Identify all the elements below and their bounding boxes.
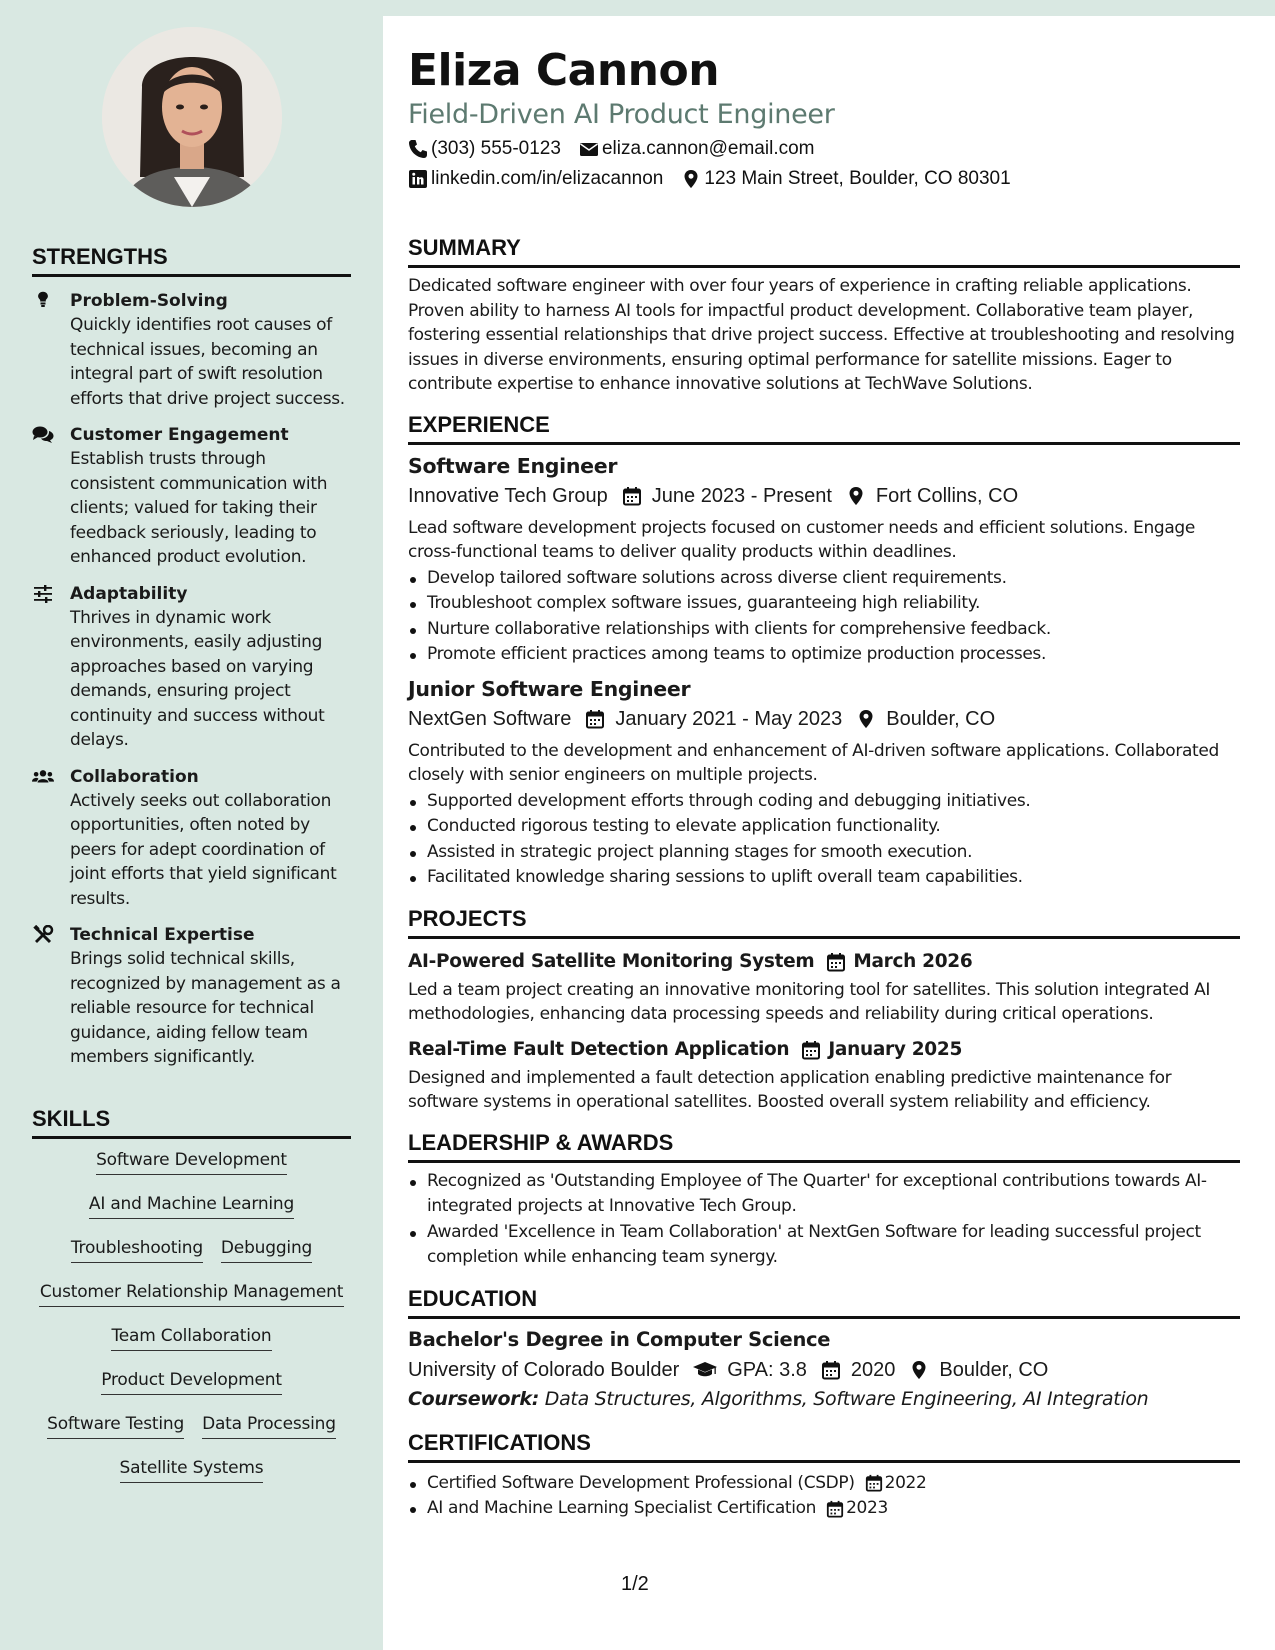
contact-row-2: [408, 166, 1240, 192]
experience-heading: EXPERIENCE: [408, 411, 1240, 445]
certifications-list: [408, 1471, 1240, 1522]
calendar-icon: [826, 952, 846, 972]
contact-row-1: [408, 136, 1240, 162]
project-title: Real-Time Fault Detection Application: [408, 1038, 790, 1060]
skill-tag: Software Development: [96, 1149, 287, 1175]
project-description: Led a team project creating an innovative monitoring tool for satellites. This solution integrated AI methodologies, enhancing data processing speeds and reliability during critical operations.: [408, 979, 1211, 1024]
main-content: [408, 16, 1240, 1522]
list-item: Recognized as 'Outstanding Employee of The Quarter' for exceptional contributions towards AI-integrated projects at Innovative Tech Group.: [408, 1169, 1240, 1220]
email-text[interactable]: eliza.cannon@email.com: [601, 138, 815, 159]
sidebar: [0, 0, 383, 1650]
gpa: GPA: 3.8: [727, 1358, 807, 1381]
project-description: Designed and implemented a fault detection application enabling predictive maintenance for software systems in operational satellites. Boosted overall system reliability and efficiency.: [408, 1067, 1172, 1112]
job-title: Software Engineer: [408, 453, 618, 478]
skill-tag: Customer Relationship Management: [39, 1281, 344, 1307]
project-entry: [408, 949, 1240, 1027]
school-name: University of Colorado Boulder: [408, 1358, 680, 1381]
project-entry: [408, 1037, 1240, 1115]
skill-tag: Troubleshooting: [71, 1237, 203, 1263]
page-number: 1/2: [621, 1573, 649, 1595]
person-name: Eliza Cannon: [408, 45, 720, 96]
calendar-icon: [821, 1360, 841, 1380]
job-description: Contributed to the development and enhancement of AI-driven software applications. Collaborated closely with senior engineers on multiple projects.: [408, 740, 1219, 785]
job-meta: [408, 482, 1240, 510]
projects-heading: PROJECTS: [408, 905, 1240, 939]
skill-tag: Product Development: [101, 1369, 282, 1395]
address-text: 123 Main Street, Boulder, CO 80301: [704, 168, 1011, 189]
school-location: Boulder, CO: [939, 1358, 1049, 1381]
strength-title: Adaptability: [70, 583, 188, 604]
certifications-heading: CERTIFICATIONS: [408, 1429, 1240, 1463]
job-entry: [408, 675, 1240, 891]
strength-title: Problem-Solving: [70, 291, 228, 311]
strength-collaboration: [32, 765, 351, 912]
project-date: January 2025: [828, 1038, 963, 1060]
skill-tag: Satellite Systems: [120, 1457, 264, 1483]
summary-text: Dedicated software engineer with over four years of experience in crafting reliable applications. Proven ability to harness AI tools for impactful product development. Collaborative team player, fostering essential relationships that drive project success. Effective at troubleshooting and resolving issues in diverse environments, ensuring optimal performance for satellite missions. Eager to contribute expertise to enhance innovative solutions at TechWave Solutions.: [408, 276, 1235, 394]
job-company: Innovative Tech Group: [408, 484, 608, 507]
list-item: Facilitated knowledge sharing sessions to uplift overall team capabilities.: [408, 865, 1240, 891]
linkedin-text[interactable]: linkedin.com/in/elizacannon: [431, 168, 664, 189]
list-item: Awarded 'Excellence in Team Collaboration' at NextGen Software for leading successful project completion while enhancing team synergy.: [408, 1220, 1240, 1271]
calendar-icon: [585, 709, 605, 729]
strength-title: Technical Expertise: [70, 925, 255, 945]
awards-heading: LEADERSHIP & AWARDS: [408, 1129, 1240, 1163]
tools-icon: [32, 925, 54, 945]
cert-year: 2023: [846, 1498, 888, 1518]
strength-description: Establish trusts through consistent communication with clients; valued for taking their feedback seriously, leading to enhanced product evolution.: [70, 449, 328, 567]
phone-text[interactable]: (303) 555-0123: [431, 138, 561, 159]
job-bullets: [408, 566, 1240, 668]
list-item: Assisted in strategic project planning stages for smooth execution.: [408, 840, 1240, 866]
skill-tag: Software Testing: [47, 1413, 184, 1439]
list-item: [408, 1496, 1240, 1522]
calendar-icon: [865, 1474, 883, 1492]
list-item: Conducted rigorous testing to elevate application functionality.: [408, 814, 1240, 840]
calendar-icon: [622, 486, 642, 506]
strength-problem-solving: [32, 289, 351, 411]
list-item: Troubleshoot complex software issues, guaranteeing high reliability.: [408, 591, 1240, 617]
project-title: AI-Powered Satellite Monitoring System: [408, 950, 815, 972]
cert-year: 2022: [884, 1472, 927, 1493]
job-company: NextGen Software: [408, 707, 572, 730]
users-icon: [32, 767, 54, 787]
comments-icon: [32, 425, 54, 445]
job-entry: [408, 452, 1240, 668]
coursework-text: Data Structures, Algorithms, Software Engineering, AI Integration: [544, 1387, 1149, 1410]
project-date: March 2026: [853, 950, 973, 972]
list-item: [408, 1471, 1240, 1497]
list-item: Develop tailored software solutions across diverse client requirements.: [408, 566, 1240, 592]
skill-tag: Team Collaboration: [111, 1325, 271, 1351]
strength-description: Thrives in dynamic work environments, easily adjusting approaches based on varying demands, ensuring project continuity and success without delays.: [70, 607, 325, 750]
skills-heading: SKILLS: [32, 1106, 351, 1139]
job-title: Junior Software Engineer: [408, 676, 691, 701]
coursework: [408, 1386, 1240, 1413]
linkedin-icon: [408, 169, 428, 189]
education-heading: EDUCATION: [408, 1285, 1240, 1319]
skill-tag: Debugging: [221, 1237, 312, 1263]
graduation-cap-icon: [693, 1360, 717, 1380]
skill-tag: Data Processing: [202, 1413, 336, 1439]
cert-name: AI and Machine Learning Specialist Certification: [427, 1498, 817, 1518]
job-location: Boulder, CO: [886, 707, 996, 730]
calendar-icon: [826, 1500, 844, 1518]
strength-adaptability: [32, 582, 351, 753]
list-item: Promote efficient practices among teams to optimize production processes.: [408, 642, 1240, 668]
map-pin-icon: [846, 486, 866, 506]
education-meta: [408, 1356, 1240, 1384]
phone-icon: [408, 139, 428, 159]
cert-name: Certified Software Development Professional (CSDP): [427, 1472, 855, 1493]
strength-description: Actively seeks out collaboration opportunities, often noted by peers for adept coordination of joint efforts that yield significant results.: [70, 790, 337, 909]
job-meta: [408, 705, 1240, 733]
graduation-year: 2020: [850, 1358, 896, 1381]
lightbulb-icon: [32, 291, 54, 311]
skill-tag: AI and Machine Learning: [89, 1193, 294, 1219]
strengths-heading: STRENGTHS: [32, 244, 351, 277]
job-location: Fort Collins, CO: [875, 484, 1019, 507]
strength-customer-engagement: [32, 423, 351, 570]
strength-title: Customer Engagement: [70, 425, 289, 445]
job-dates: June 2023 - Present: [651, 484, 832, 507]
degree-title: Bachelor's Degree in Computer Science: [408, 1327, 831, 1351]
strength-technical-expertise: [32, 923, 351, 1070]
person-title: Field-Driven AI Product Engineer: [408, 99, 835, 130]
profile-photo: [102, 27, 282, 207]
envelope-icon: [579, 139, 599, 159]
calendar-icon: [801, 1040, 821, 1060]
coursework-label: Coursework:: [408, 1387, 539, 1410]
sliders-icon: [32, 584, 54, 604]
job-dates: January 2021 - May 2023: [615, 707, 843, 730]
job-description: Lead software development projects focused on customer needs and efficient solutions. Engage cross-functional teams to deliver quality products within deadlines.: [408, 517, 1195, 562]
awards-list: [408, 1169, 1240, 1271]
summary-heading: SUMMARY: [408, 234, 1240, 268]
map-pin-icon: [909, 1360, 929, 1380]
list-item: Nurture collaborative relationships with clients for comprehensive feedback.: [408, 617, 1240, 643]
strength-description: Quickly identifies root causes of technical issues, becoming an integral part of swift resolution efforts that drive project success.: [70, 315, 345, 409]
map-pin-icon: [856, 709, 876, 729]
strength-description: Brings solid technical skills, recognized by management as a reliable resource for technical guidance, aiding fellow team members significantly.: [70, 949, 341, 1067]
job-bullets: [408, 789, 1240, 891]
map-pin-icon: [681, 169, 701, 189]
skills-list: [32, 1149, 351, 1483]
strength-title: Collaboration: [70, 766, 199, 787]
list-item: Supported development efforts through coding and debugging initiatives.: [408, 789, 1240, 815]
